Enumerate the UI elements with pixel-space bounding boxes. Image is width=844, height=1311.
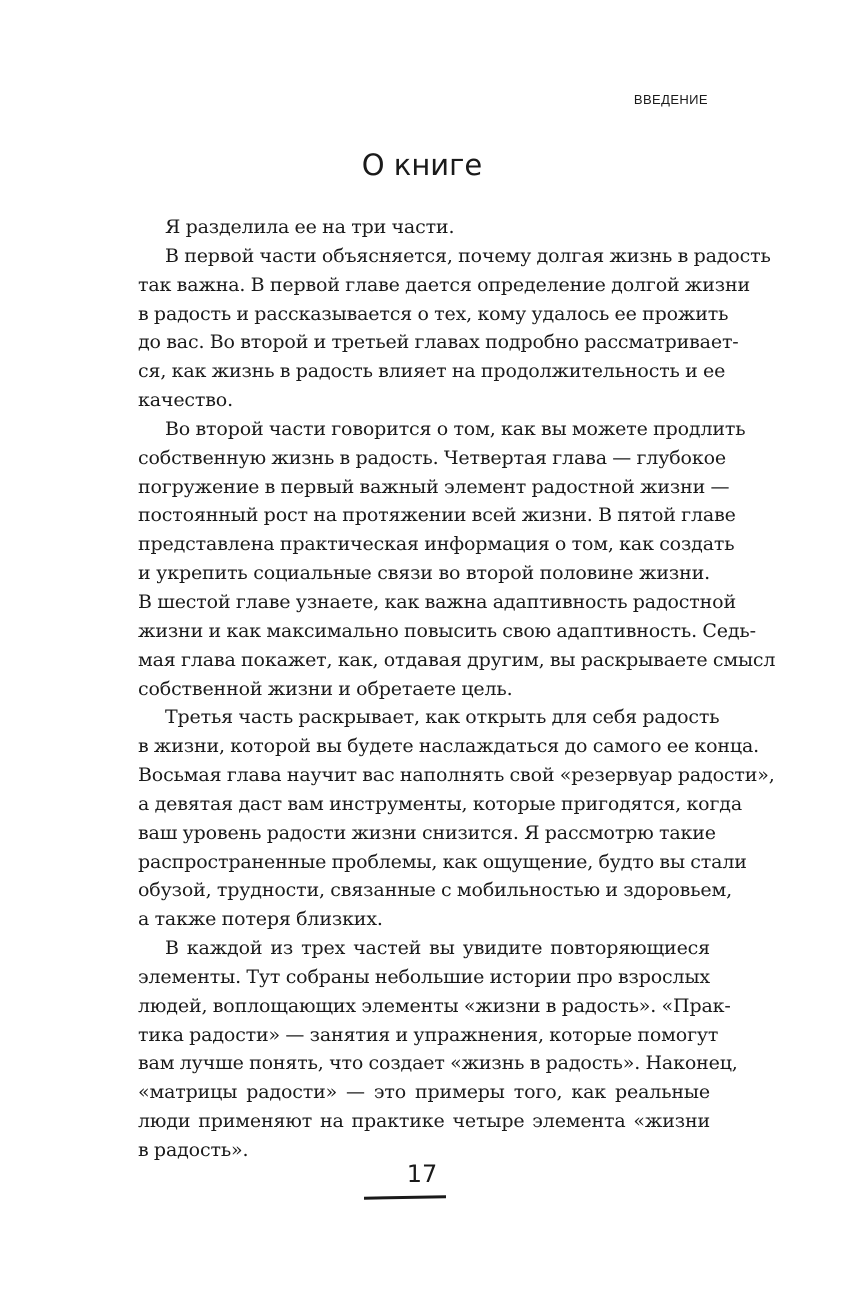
text-line: элементы. Тут собраны небольшие истории про взрослых bbox=[138, 965, 710, 988]
text-line: обузой, трудности, связанные с мобильностью и здоровьем, bbox=[138, 879, 733, 902]
text-line: в жизни, которой вы будете наслаждаться до самого ее конца. bbox=[138, 735, 760, 758]
text-line: люди применяют на практике четыре элемента «жизни bbox=[138, 1110, 710, 1133]
text-line: распространенные проблемы, как ощущение, будто вы стали bbox=[138, 850, 747, 873]
text-line: жизни и как максимально повысить свою адаптивность. Седь- bbox=[138, 619, 756, 642]
text-line: ваш уровень радости жизни снизится. Я рассмотрю такие bbox=[138, 821, 716, 844]
text-line: представлена практическая информация о том, как создать bbox=[138, 533, 735, 556]
text-line: погружение в первый важный элемент радостной жизни — bbox=[138, 475, 730, 498]
text-line: Я разделила ее на три части. bbox=[165, 216, 455, 238]
text-line: людей, воплощающих элементы «жизни в радость». «Прак- bbox=[138, 994, 731, 1017]
text-line: в радость и рассказывается о тех, кому удалось ее прожить bbox=[138, 302, 729, 325]
text-line: мая глава покажет, как, отдавая другим, вы раскрываете смысл bbox=[138, 648, 776, 671]
text-line: собственной жизни и обретаете цель. bbox=[138, 677, 513, 700]
text-line: В шестой главе узнаете, как важна адаптивность радостной bbox=[138, 590, 736, 613]
text-line: в радость». bbox=[138, 1139, 249, 1161]
page-number-rule bbox=[364, 1195, 446, 1199]
text-line: так важна. В первой главе дается определение долгой жизни bbox=[138, 273, 750, 296]
text-line: вам лучше понять, что создает «жизнь в радость». Наконец, bbox=[138, 1052, 738, 1075]
text-line: а также потеря близких. bbox=[138, 908, 383, 931]
text-line: а девятая даст вам инструменты, которые пригодятся, когда bbox=[138, 792, 743, 815]
page-number: 17 bbox=[406, 1160, 438, 1188]
text-line: «матрицы радости» — это примеры того, как реальные bbox=[138, 1081, 710, 1104]
chapter-title: О книге bbox=[361, 148, 483, 182]
text-line: ся, как жизнь в радость влияет на продолжительность и ее bbox=[138, 360, 726, 383]
text-line: Восьмая глава научит вас наполнять свой «резервуар радости», bbox=[138, 764, 775, 787]
text-line: и укрепить социальные связи во второй половине жизни. bbox=[138, 562, 710, 585]
text-line: до вас. Во второй и третьей главах подробно рассматривает- bbox=[138, 331, 739, 354]
body-text bbox=[138, 213, 776, 1165]
running-head: ВВЕДЕНИЕ bbox=[633, 92, 708, 107]
text-line: Во второй части говорится о том, как вы можете продлить bbox=[165, 417, 746, 440]
text-line: качество. bbox=[138, 389, 233, 412]
text-line: В первой части объясняется, почему долгая жизнь в радость bbox=[165, 244, 771, 267]
text-line: В каждой из трех частей вы увидите повторяющиеся bbox=[165, 937, 710, 960]
text-line: собственную жизнь в радость. Четвертая глава — глубокое bbox=[138, 446, 726, 469]
text-line: Третья часть раскрывает, как открыть для себя радость bbox=[165, 706, 720, 729]
text-line: тика радости» — занятия и упражнения, которые помогут bbox=[138, 1023, 719, 1046]
text-line: постоянный рост на протяжении всей жизни. В пятой главе bbox=[138, 504, 736, 527]
